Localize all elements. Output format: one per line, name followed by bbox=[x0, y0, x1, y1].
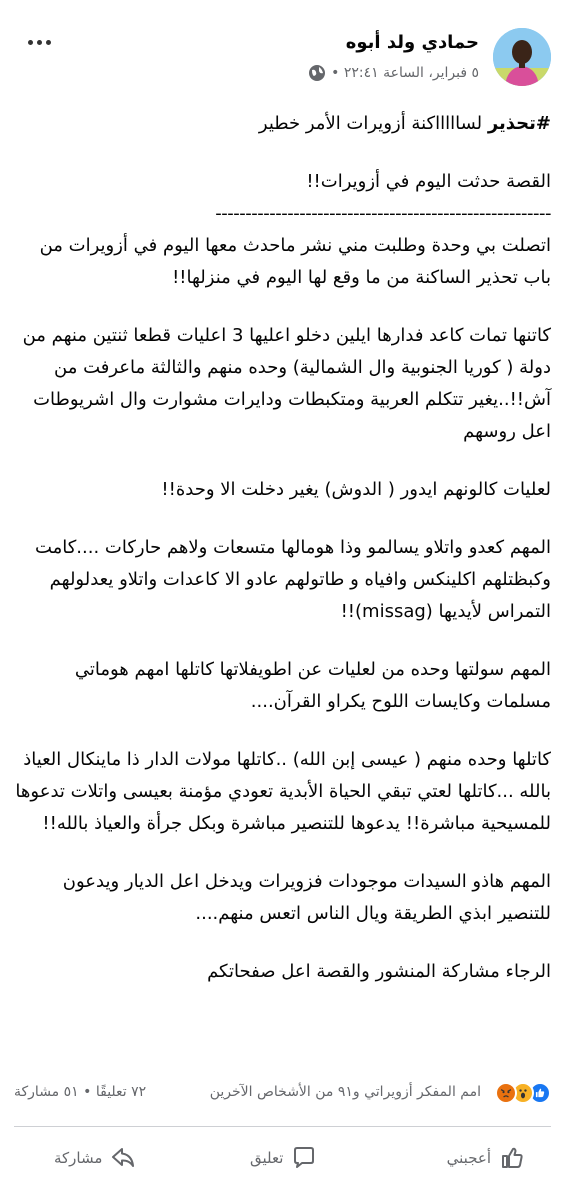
reaction-summary[interactable]: امم المفكر أزويراتي و٩١ من الأشخاص الآخرين bbox=[209, 1084, 481, 1100]
paragraph: القصة حدثت اليوم في أزويرات!! bbox=[306, 171, 551, 192]
share-button[interactable] bbox=[54, 1136, 136, 1180]
thumbs-up-icon bbox=[499, 1145, 525, 1171]
comment-share-counts[interactable]: ٧٢ تعليقًا • ٥١ مشاركة bbox=[14, 1084, 147, 1100]
dot bbox=[37, 40, 42, 45]
like-button[interactable] bbox=[447, 1136, 525, 1180]
paragraph: اتصلت بي وحدة وطلبت مني نشر ماحدث معها اليوم في أزويرات من باب تحذير الساكنة من ما وقع لها اليوم في منزلها!! bbox=[39, 235, 551, 288]
angry-icon bbox=[495, 1082, 517, 1104]
post-text bbox=[14, 108, 551, 988]
post-header bbox=[16, 28, 551, 92]
paragraph: المهم هاذو السيدات موجودات فزويرات ويدخل اعل الديار ويدعون للتنصير ابذي الطريقة ويال الناس اتعس منهم.... bbox=[62, 871, 551, 924]
paragraph: كاتنها تمات كاعد فدارها ايلين دخلو اعليها 3 اعليات قطعا ثنتين منهم من دولة ( كوريا الجنوبية وال الشمالية) وحده منهم والثالثة ماعرفت من آش!!..يغير تتكلم العربية ومتكبطات ودايرات مشوارت وال اشريوطات اعل روسهم bbox=[22, 325, 551, 442]
author-avatar[interactable] bbox=[493, 28, 551, 86]
more-options-button[interactable] bbox=[26, 30, 56, 54]
globe-icon bbox=[308, 64, 326, 82]
reaction-icons[interactable] bbox=[500, 1082, 551, 1104]
paragraph: كاتلها وحده منهم ( عيسى إبن الله) ..كاتلها مولات الدار ذا ماينكال العياذ بالله ...كاتلها لعتي تبقي الحياة الأبدية تعودي مؤمنة بعيسى واتلات تدعوها للمسيحية مباشرة!! يدعوها للتنصير مباشرة وبكل جرأة والعياذ بالله!! bbox=[15, 749, 551, 834]
paragraph: لعليات كالونهم ايدور ( الدوش) يغير دخلت الا وحدة!! bbox=[161, 479, 551, 500]
paragraph: المهم كعدو واتلاو يسالمو وذا هومالها متسعات ولاهم حاركات ....كامت وكبظتلهم اكلينكس وافياه و طاتولهم عادو الا كاعدات واتلاو يعدلولهم التمراس لأيديها (missag)!! bbox=[34, 537, 551, 622]
paragraph: المهم سولتها وحده من لعليات عن اطويفلاتها كاتلها امهم هوماتي مسلمات وكايسات اللوح يكراو القرآن.... bbox=[74, 659, 551, 712]
action-bar bbox=[0, 1136, 565, 1180]
divider bbox=[14, 1126, 551, 1127]
post-meta bbox=[308, 64, 479, 82]
separator-line: -------------------------------------------------------- bbox=[215, 203, 551, 224]
reactions-bar[interactable] bbox=[14, 1080, 551, 1108]
comment-button[interactable] bbox=[250, 1136, 317, 1180]
share-label: مشاركة bbox=[54, 1149, 103, 1167]
share-icon bbox=[110, 1145, 136, 1171]
author-name[interactable]: حمادي ولد أبوه bbox=[345, 32, 479, 53]
dot bbox=[46, 40, 51, 45]
post-headline bbox=[14, 108, 551, 140]
like-label: أعجبني bbox=[446, 1149, 491, 1167]
paragraph: الرجاء مشاركة المنشور والقصة اعل صفحاتكم bbox=[207, 961, 551, 982]
dot bbox=[28, 40, 33, 45]
hashtag-link[interactable]: #تحذير bbox=[487, 113, 551, 134]
comment-label: تعليق bbox=[250, 1149, 284, 1167]
headline-text: لساااااكنة أزويرات الأمر خطير bbox=[258, 113, 488, 134]
comment-icon bbox=[291, 1145, 317, 1171]
post-date[interactable]: ٥ فبراير، الساعة ٢٢:٤١ • bbox=[331, 65, 479, 81]
